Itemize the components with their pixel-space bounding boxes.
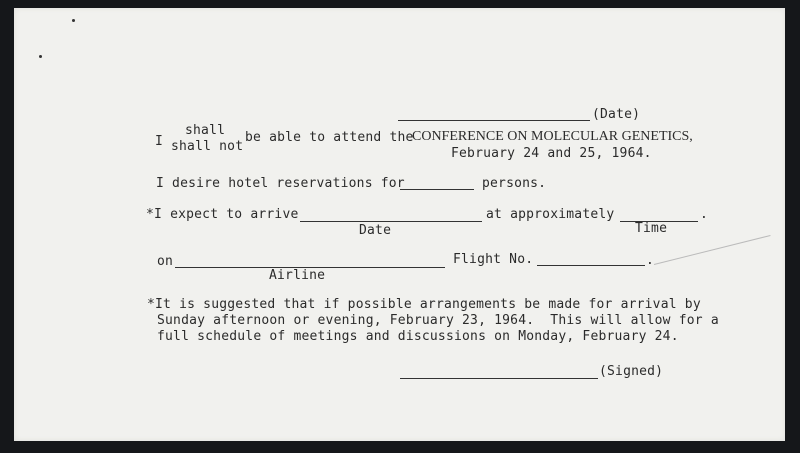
attend-text: be able to attend the [245, 130, 414, 145]
arrival-prefix: *I expect to arrive [146, 207, 299, 222]
flight-end: . [646, 253, 655, 268]
flight-prefix: on [157, 254, 174, 269]
arrival-end: . [700, 207, 709, 222]
option-shall[interactable]: shall [185, 123, 226, 138]
note-line-3: full schedule of meetings and discussions on Monday, February 24. [157, 329, 679, 344]
attend-prefix: I [155, 134, 164, 149]
ink-speck [39, 55, 42, 58]
date-label: (Date) [592, 107, 641, 122]
stray-pencil-mark [654, 235, 771, 265]
conference-name: CONFERENCE ON MOLECULAR GENETICS, [412, 129, 693, 144]
flight-number-blank[interactable] [537, 265, 645, 266]
signature-blank[interactable] [400, 378, 598, 379]
note-line-1: *It is suggested that if possible arrangements be made for arrival by [147, 297, 701, 312]
reply-form-card [14, 8, 785, 441]
persons-blank[interactable] [400, 189, 474, 190]
conference-dates: February 24 and 25, 1964. [451, 146, 652, 161]
date-blank[interactable] [398, 120, 590, 121]
time-caption: Time [635, 221, 668, 236]
hotel-suffix: persons. [482, 176, 547, 191]
signed-label: (Signed) [599, 364, 664, 379]
arrival-date-blank[interactable] [300, 221, 482, 222]
hotel-prefix: I desire hotel reservations for [156, 176, 405, 191]
arrival-middle: at approximately [486, 207, 615, 222]
ink-speck [72, 19, 75, 22]
airline-caption: Airline [269, 268, 326, 283]
date-caption: Date [359, 223, 392, 238]
option-shall-not[interactable]: shall not [171, 139, 244, 154]
note-line-2: Sunday afternoon or evening, February 23, 1964. This will allow for a [157, 313, 719, 328]
flight-middle: Flight No. [453, 252, 534, 267]
